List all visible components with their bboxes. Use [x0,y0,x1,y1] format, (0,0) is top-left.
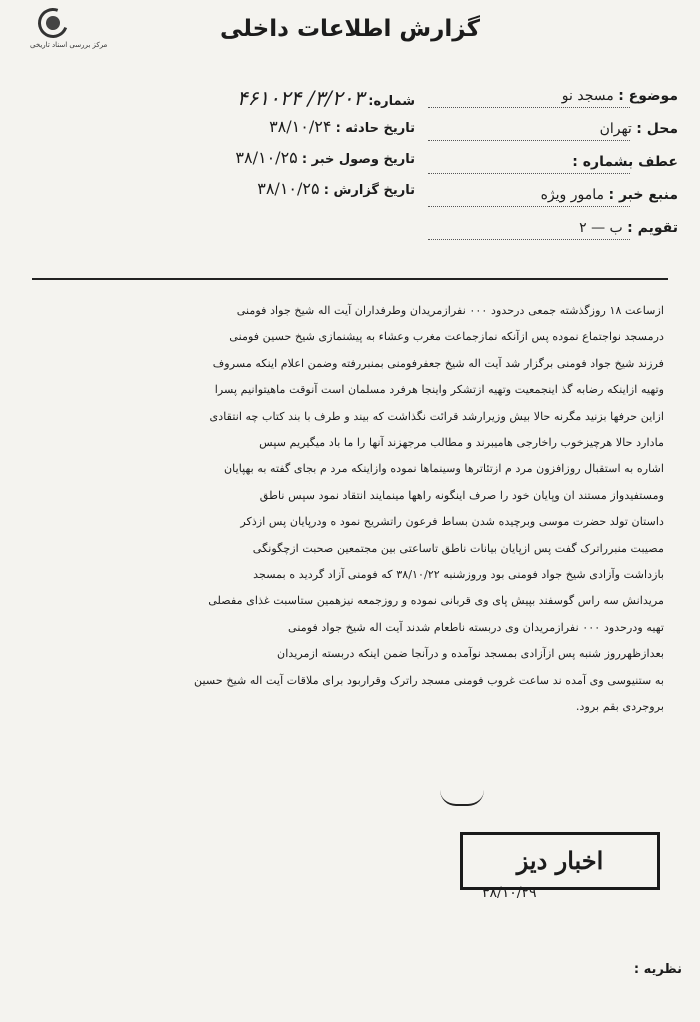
meta-event-date-value: ۳۸/۱۰/۲۴ [269,117,332,136]
meta-reference-label: عطف بشماره : [572,154,678,170]
body-line: وتهیه ازاینکه رضابه گذ اینجمعیت وتهیه ازتشکر واینجا هرفرد مسلمان است آنوقت ماهیتوانیم پسرا [214,383,664,397]
body-line: مادارد حالا هرچیزخوب راخارجی هامیبرند و مطالب مرجهزند آنها را ما باد میگیریم سپس [259,436,664,450]
signature-mark [440,790,484,806]
meta-event-date-label: تاریخ حادثه : [335,121,415,136]
meta-source-value: مامور ویژه [540,187,605,203]
meta-source [428,187,678,220]
body-line: درمسجد نواجتماع نموده پس ازآنکه نمازجماعت مغرب وعشاء به پیشنمازی شیخ حسین فومنی [229,330,664,344]
meta-number-value: ۳/۲۰۳/ ۴۶۱۰۲۴ [236,86,365,110]
meta-number [205,86,415,117]
stamp: اخبار دیز [460,832,660,890]
body-line: فرزند شیخ جواد فومنی برگزار شد آیت اله شیخ جعفرفومنی بمنبررفته وضمن اعلام اینکه مسروف [212,356,664,370]
meta-event-date [205,117,415,148]
meta-right [428,88,678,253]
body-line: به ستنیوسی وی آمده ند ساعت غروب فومنی مسجد راترک وقراربود برای ملاقات آیت اله شیخ حسین [194,673,664,687]
body-line: مصیبت منبرراترک گفت پس ازپایان بیانات ناطق تاساعتی بین مجتمعین صحبت ازچگونگی [252,541,664,555]
meta-subject-label: موضوع : [618,88,678,104]
meta-report-date [205,179,415,210]
body-line: مریدانش سه راس گوسفند بپیش پای وی قربانی نموده و روزجمعه نیزهمین ستاسبت غذای مفصلی [208,594,664,608]
meta-report-date-value: ۳۸/۱۰/۲۵ [257,179,320,198]
logo-text: مرکز بررسی اسناد تاریخی [30,41,108,49]
report-body [36,298,664,721]
meta-left [205,86,415,210]
meta-number-label: شماره: [368,94,415,109]
meta-receipt-date-label: تاریخ وصول خبر : [301,152,415,167]
body-line: اشاره به استقبال روزافزون مرد م ازتئاترها وسینماها نموده وازاینکه مرد م بجای گفته به بهپایان [223,462,664,476]
opinion-label: نظریه : [633,962,682,977]
meta-subject-value: مسجد نو [561,88,614,104]
body-line: ازاین حرفها بزنید مگرنه حالا بیش وزیرارشد قرائت نگذاشت که بیند و طرف با بند کتاب چه انتقادی [209,409,664,423]
meta-report-date-label: تاریخ گزارش : [323,183,415,198]
meta-place [428,121,678,154]
meta-place-value: تهران [599,121,632,137]
header-divider [32,278,668,280]
meta-subject [428,88,678,121]
meta-source-label: منبع خبر : [608,187,678,203]
meta-rating-label: تقویم : [627,220,678,236]
body-line: ازساعت ۱۸ روزگذشته جمعی درحدود ۰۰۰ نفرازمریدان وطرفداران آیت اله شیخ جواد فومنی [236,304,664,317]
body-line: تهیه ودرحدود ۰۰۰ نفرازمریدان وی دربسته ناطعام شدند آیت اله شیخ جواد فومنی [288,620,664,634]
body-line: بروجردی بقم برود. [575,700,664,714]
meta-rating-value: ب — ۲ [579,220,623,236]
body-line: داستان تولد حضرت موسی وبرچیده شدن بساط فرعون راتشریح نمود ه ودرپایان پس ازذکر [240,515,664,529]
meta-receipt-date [205,148,415,179]
body-line: بعدازظهرروز شنبه پس ازآزادی بمسجد نوآمده و درآنجا ضمن اینکه دربسته ازمریدان [277,647,664,661]
page-title: گزارش اطلاعات داخلی [220,16,480,42]
meta-receipt-date-value: ۳۸/۱۰/۲۵ [235,148,298,167]
body-line: بازداشت وآزادی شیخ جواد فومنی بود وروزشنبه ۳۸/۱۰/۲۲ که فومنی آزاد گردید ه بمسجد [253,568,664,582]
meta-rating [428,220,678,253]
body-line: ومستفیدواز مستند ان وپایان خود را صرف اینگونه راهها مینمایند انتقاد نمود سپس ناطق [259,488,664,502]
meta-place-label: محل : [636,121,678,137]
stamp-date: ۳۸/۱۰/۲۹ [482,885,537,901]
meta-reference [428,154,678,187]
